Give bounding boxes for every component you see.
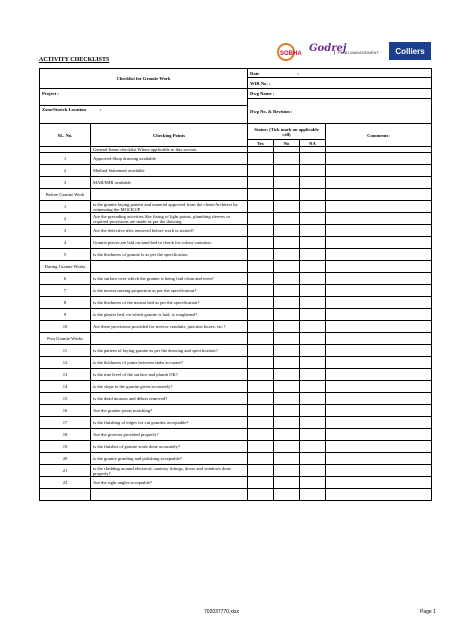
status-yes-cell[interactable]	[248, 297, 274, 309]
table-row	[40, 453, 432, 465]
comments-cell[interactable]	[326, 393, 432, 405]
sl-no: 1	[63, 156, 67, 161]
table-row	[40, 417, 432, 429]
checking-point-text: is the surface over which the granite is being laid clean and even?	[93, 276, 214, 281]
general-note: General Items checklist Where applicable to this section.	[93, 147, 198, 152]
sl-no: 1	[63, 204, 67, 209]
status-yes-cell[interactable]	[248, 429, 274, 441]
status-yes-cell[interactable]	[248, 453, 274, 465]
comments-cell	[326, 189, 432, 201]
logo-strip	[276, 42, 432, 62]
checking-point-text: is the granite grinding and polishing acceptable?	[93, 456, 183, 461]
sl-no-cell	[40, 189, 91, 201]
checking-point-cell	[91, 273, 248, 285]
table-row	[40, 393, 432, 405]
status-header-text: Status: (Tick mark on applicable cell)	[254, 126, 319, 137]
status-yes-cell[interactable]	[248, 273, 274, 285]
comments-cell[interactable]	[326, 177, 432, 189]
date-cell	[248, 69, 432, 78]
status-yes-cell[interactable]	[248, 381, 274, 393]
dwg-no-label: Dwg No. & Revision :	[250, 108, 293, 114]
status-yes-cell[interactable]	[248, 405, 274, 417]
status-na-cell[interactable]	[300, 249, 326, 261]
sl-no: 22	[62, 480, 68, 485]
section-label: Post Granite Works	[47, 336, 83, 341]
checking-point-cell	[91, 213, 248, 225]
sl-no: 17	[62, 420, 68, 425]
comments-cell[interactable]	[326, 465, 432, 477]
table-row	[40, 285, 432, 297]
table-row	[40, 405, 432, 417]
footer-page-number: Page 1	[420, 609, 436, 615]
checking-points-header-text: Checking Points	[152, 132, 186, 138]
checking-point-text: is the thickness of the mortar bed as per the specification?	[93, 300, 200, 305]
sl-no: 13	[62, 372, 68, 377]
sl-no: 2	[63, 216, 67, 221]
checking-point-cell	[91, 465, 248, 477]
status-no-cell[interactable]	[274, 477, 300, 489]
status-na-cell	[300, 261, 326, 273]
status-yes-cell	[248, 333, 274, 345]
dwg-no-cell	[248, 99, 432, 124]
table-row	[40, 225, 432, 237]
comments-cell[interactable]	[326, 249, 432, 261]
status-na-cell[interactable]	[300, 237, 326, 249]
status-no-cell[interactable]	[274, 429, 300, 441]
table-row	[40, 429, 432, 441]
status-na-cell[interactable]	[300, 201, 326, 213]
sl-no-cell	[40, 297, 91, 309]
table-row	[40, 213, 432, 225]
fund-management-label: FUND MANAGEMENT	[334, 50, 379, 55]
status-yes-cell[interactable]	[248, 153, 274, 165]
sl-no: 18	[62, 432, 68, 437]
dwg-name-label: Dwg Name :	[250, 91, 275, 96]
comments-cell[interactable]	[326, 369, 432, 381]
sl-no-cell	[40, 153, 91, 165]
status-na-cell[interactable]	[300, 321, 326, 333]
sl-no-cell	[40, 417, 91, 429]
sl-no-cell	[40, 237, 91, 249]
checking-point-text: Approved Shop drawing available	[93, 156, 156, 161]
checking-point-text: Are the right angles acceptable?	[93, 480, 152, 485]
comments-cell[interactable]	[326, 405, 432, 417]
sl-no: 11	[62, 348, 68, 353]
checking-point-text: is the finishing of edges for cut granites acceptable?	[93, 420, 189, 425]
status-no-cell[interactable]	[274, 381, 300, 393]
comments-cell	[326, 489, 432, 501]
checking-point-text: is the thickness of granite is as per the specification	[93, 252, 188, 257]
table-row	[40, 153, 432, 165]
section-label: During Granite Works	[44, 264, 86, 269]
status-na-cell[interactable]	[300, 369, 326, 381]
status-na-cell[interactable]	[300, 165, 326, 177]
status-na-cell[interactable]	[300, 417, 326, 429]
checking-point-text: Are the preceding activities like fixing of light points, plumbing sleeves or required provisions are made as per the drawing	[93, 213, 231, 224]
checking-point-cell	[91, 333, 248, 345]
status-na-cell[interactable]	[300, 381, 326, 393]
checking-point-text: Granite pieces are laid on sand bed to check for colour variation.	[93, 240, 212, 245]
sl-no: 10	[62, 324, 68, 329]
sl-no-cell	[40, 381, 91, 393]
checking-point-text: is the pattern of laying granite as per the drawing and specification?	[93, 348, 218, 353]
status-yes-cell[interactable]	[248, 249, 274, 261]
checking-point-text: MAR/MIR available	[93, 180, 132, 185]
status-yes-cell	[248, 261, 274, 273]
no-header	[274, 140, 300, 147]
checking-point-cell	[91, 201, 248, 213]
status-yes-cell[interactable]	[248, 393, 274, 405]
status-no-cell[interactable]	[274, 153, 300, 165]
status-yes-cell[interactable]	[248, 201, 274, 213]
checking-point-cell	[91, 165, 248, 177]
status-yes-cell	[248, 489, 274, 501]
status-yes-cell[interactable]	[248, 441, 274, 453]
wir-cell	[248, 78, 432, 89]
sl-no: 14	[62, 384, 68, 389]
status-yes-cell[interactable]	[248, 225, 274, 237]
checking-point-cell	[91, 417, 248, 429]
status-na-cell[interactable]	[300, 153, 326, 165]
table-row	[40, 477, 432, 489]
table-row	[40, 297, 432, 309]
project-label: Project :	[42, 91, 59, 96]
status-na-cell	[300, 189, 326, 201]
status-no-cell[interactable]	[274, 285, 300, 297]
sl-no: 20	[62, 456, 68, 461]
sl-no-cell	[40, 309, 91, 321]
checking-point-text: is the mortar mixing proportion as per the specification?	[93, 288, 197, 293]
sl-no-cell	[40, 177, 91, 189]
section-label: Before Granite Work	[45, 192, 85, 197]
sl-no: 15	[62, 396, 68, 401]
sl-no-cell	[40, 333, 91, 345]
sl-no-cell	[40, 321, 91, 333]
checklist-table	[39, 68, 432, 501]
table-row	[40, 465, 432, 477]
checking-point-cell	[91, 381, 248, 393]
status-na-cell[interactable]	[300, 429, 326, 441]
status-no-cell[interactable]	[274, 213, 300, 225]
status-na-cell[interactable]	[300, 273, 326, 285]
checking-point-text: is the cladding around electrical, sanitary fittings, doors and windows done properly?	[93, 465, 231, 476]
comments-cell[interactable]	[326, 225, 432, 237]
checking-point-cell	[91, 441, 248, 453]
status-na-cell[interactable]	[300, 177, 326, 189]
comments-cell[interactable]	[326, 429, 432, 441]
status-yes-cell[interactable]	[248, 177, 274, 189]
comments-cell[interactable]	[326, 309, 432, 321]
sl-no: 3	[63, 228, 67, 233]
wir-label: WIR No. :	[250, 80, 271, 86]
status-na-cell[interactable]	[300, 309, 326, 321]
table-row	[40, 321, 432, 333]
checking-point-cell	[91, 177, 248, 189]
comments-cell	[326, 261, 432, 273]
status-yes-cell[interactable]	[248, 357, 274, 369]
status-no-cell	[274, 333, 300, 345]
sl-no-cell	[40, 357, 91, 369]
sl-no-cell	[40, 393, 91, 405]
sl-no-header	[40, 124, 91, 147]
sl-no-cell	[40, 213, 91, 225]
project-cell	[40, 89, 248, 106]
checking-point-cell	[91, 261, 248, 273]
status-na-cell[interactable]	[300, 345, 326, 357]
checking-point-text: is the plaster bed, on which granite is laid, is roughened?	[93, 312, 198, 317]
checking-point-cell	[91, 309, 248, 321]
sl-no-cell	[40, 369, 91, 381]
status-na-cell[interactable]	[300, 465, 326, 477]
status-no-cell[interactable]	[274, 309, 300, 321]
status-na-cell[interactable]	[300, 213, 326, 225]
sl-no: 7	[63, 288, 67, 293]
colliers-logo-text: Colliers	[395, 46, 425, 56]
sl-no-cell	[40, 345, 91, 357]
status-no-cell[interactable]	[274, 357, 300, 369]
status-yes-cell[interactable]	[248, 165, 274, 177]
section-row	[40, 261, 432, 273]
status-na-cell	[300, 333, 326, 345]
status-no-cell[interactable]	[274, 237, 300, 249]
table-row	[40, 177, 432, 189]
checking-point-cell	[91, 369, 248, 381]
comments-cell[interactable]	[326, 285, 432, 297]
status-no-cell[interactable]	[274, 177, 300, 189]
comments-cell[interactable]	[326, 381, 432, 393]
table-row	[40, 309, 432, 321]
comments-cell[interactable]	[326, 357, 432, 369]
sl-no-cell	[40, 261, 91, 273]
status-no-cell[interactable]	[274, 453, 300, 465]
status-na-cell[interactable]	[300, 477, 326, 489]
table-row	[40, 249, 432, 261]
comments-cell[interactable]	[326, 237, 432, 249]
sl-no-cell	[40, 405, 91, 417]
godrej-logo: Godrej	[309, 43, 347, 54]
status-no-cell[interactable]	[274, 417, 300, 429]
checking-point-text: is the granite laying pattern and material approved from the client/Architect by witnessing the MOCKUP	[93, 201, 238, 212]
status-yes-cell[interactable]	[248, 309, 274, 321]
sl-no-cell	[40, 201, 91, 213]
sl-no-cell	[40, 441, 91, 453]
status-no-cell[interactable]	[274, 225, 300, 237]
sl-no-cell	[40, 453, 91, 465]
dwg-name-cell	[248, 89, 432, 99]
table-row	[40, 165, 432, 177]
checking-point-cell	[91, 237, 248, 249]
status-no-cell[interactable]	[274, 345, 300, 357]
status-na-cell	[300, 489, 326, 501]
sl-no-cell	[40, 273, 91, 285]
sl-no-header-text: SL. No.	[57, 132, 73, 138]
sl-no-cell	[40, 165, 91, 177]
table-row	[40, 273, 432, 285]
status-no-cell[interactable]	[274, 165, 300, 177]
status-no-cell[interactable]	[274, 321, 300, 333]
checking-point-cell	[91, 345, 248, 357]
status-header	[248, 124, 326, 140]
checking-point-text: is the dead mortars and debris removed?	[93, 396, 168, 401]
checking-point-text: is the thickness of joints between slabs accurate?	[93, 360, 183, 365]
sl-no-cell	[40, 477, 91, 489]
checking-point-cell	[91, 429, 248, 441]
table-row	[40, 489, 432, 501]
date-label: Date	[250, 70, 260, 76]
checking-point-text: Are the defective tiles removed before work is started?	[93, 228, 194, 233]
checking-points-header	[91, 124, 248, 147]
table-row	[40, 201, 432, 213]
status-no-cell[interactable]	[274, 465, 300, 477]
checking-point-cell	[91, 477, 248, 489]
comments-header	[326, 124, 432, 147]
page-title: ACTIVITY CHECKLISTS	[39, 57, 110, 63]
status-no-cell	[274, 189, 300, 201]
sl-no: 8	[63, 300, 67, 305]
section-row	[40, 333, 432, 345]
status-na-cell[interactable]	[300, 357, 326, 369]
na-header	[300, 140, 326, 147]
svg-text:SOBHA: SOBHA	[280, 51, 302, 57]
zone-label: Zone/Stretch Location	[42, 107, 86, 112]
checking-point-text: is the slope to the granite given accurately?	[93, 384, 173, 389]
checking-point-text: Method Statement available	[93, 168, 145, 173]
footer-filename: 702037770.xlsx	[204, 609, 240, 615]
status-no-cell	[274, 261, 300, 273]
checking-point-cell	[91, 153, 248, 165]
checking-point-cell	[91, 453, 248, 465]
comments-cell[interactable]	[326, 321, 432, 333]
table-row	[40, 357, 432, 369]
status-no-cell	[274, 489, 300, 501]
yes-header	[248, 140, 274, 147]
sl-no-cell	[40, 429, 91, 441]
status-na-cell[interactable]	[300, 285, 326, 297]
table-row	[40, 369, 432, 381]
zone-colon: :	[99, 107, 102, 112]
sl-no: 6	[63, 276, 67, 281]
sl-no: 16	[62, 408, 68, 413]
sobha-logo-icon	[276, 42, 306, 62]
sl-no: 2	[63, 168, 67, 173]
colliers-logo	[389, 42, 431, 60]
comments-cell[interactable]	[326, 273, 432, 285]
zone-cell	[40, 106, 248, 124]
checking-point-cell	[91, 357, 248, 369]
sl-no: 9	[63, 312, 67, 317]
sl-no: 5	[63, 252, 67, 257]
sl-no: 19	[62, 444, 68, 449]
na-header-text: NA	[309, 140, 316, 146]
status-yes-cell[interactable]	[248, 321, 274, 333]
status-no-cell[interactable]	[274, 249, 300, 261]
sl-no-cell	[40, 489, 91, 501]
status-no-cell[interactable]	[274, 297, 300, 309]
comments-cell[interactable]	[326, 201, 432, 213]
status-no-cell[interactable]	[274, 393, 300, 405]
status-yes-cell[interactable]	[248, 417, 274, 429]
comments-cell[interactable]	[326, 477, 432, 489]
status-yes-cell[interactable]	[248, 345, 274, 357]
sl-no-cell	[40, 225, 91, 237]
sl-no-cell	[40, 285, 91, 297]
checking-point-cell	[91, 393, 248, 405]
status-no-cell[interactable]	[274, 405, 300, 417]
sl-no: 12	[62, 360, 68, 365]
checking-point-text: Are the granite joints matching?	[93, 408, 153, 413]
checklist-title-cell	[40, 69, 248, 89]
checking-point-cell	[91, 225, 248, 237]
table-row	[40, 381, 432, 393]
comments-cell	[326, 333, 432, 345]
status-na-cell[interactable]	[300, 405, 326, 417]
sl-no-cell	[40, 249, 91, 261]
status-yes-cell[interactable]	[248, 237, 274, 249]
comments-cell[interactable]	[326, 165, 432, 177]
checking-point-cell	[91, 285, 248, 297]
checking-point-cell	[91, 321, 248, 333]
no-header-text: No	[283, 140, 290, 146]
checking-point-cell	[91, 189, 248, 201]
yes-header-text: Yes	[257, 140, 264, 146]
comments-cell[interactable]	[326, 417, 432, 429]
comments-cell[interactable]	[326, 297, 432, 309]
sl-no: 4	[63, 240, 67, 245]
table-row	[40, 345, 432, 357]
comments-cell[interactable]	[326, 345, 432, 357]
checking-point-text: is the finishes of granite work done accurately?	[93, 444, 180, 449]
checking-point-text: is the true level of the surface and plumb OK?	[93, 372, 178, 377]
sl-no-cell	[40, 465, 91, 477]
checking-point-text: Are the grooves provided properly?	[93, 432, 159, 437]
status-yes-cell[interactable]	[248, 285, 274, 297]
checking-point-cell	[91, 405, 248, 417]
status-na-cell[interactable]	[300, 225, 326, 237]
status-no-cell[interactable]	[274, 441, 300, 453]
section-row	[40, 189, 432, 201]
sl-no: 3	[63, 180, 67, 185]
status-yes-cell	[248, 189, 274, 201]
comments-cell[interactable]	[326, 453, 432, 465]
status-no-cell[interactable]	[274, 201, 300, 213]
sl-no: 21	[62, 468, 68, 473]
status-na-cell[interactable]	[300, 453, 326, 465]
status-yes-cell[interactable]	[248, 477, 274, 489]
status-na-cell[interactable]	[300, 441, 326, 453]
table-row	[40, 441, 432, 453]
comments-header-text: Comments:	[367, 132, 390, 138]
status-yes-cell[interactable]	[248, 213, 274, 225]
checking-point-cell	[91, 249, 248, 261]
status-no-cell[interactable]	[274, 369, 300, 381]
date-colon: :	[297, 70, 299, 76]
status-yes-cell[interactable]	[248, 465, 274, 477]
table-row	[40, 237, 432, 249]
checking-point-text: Are there provisions provided for service conduits, junction boxes, etc.?	[93, 324, 226, 329]
checklist-title: Checklist for Granite Work	[116, 76, 171, 81]
checking-point-cell	[91, 297, 248, 309]
status-yes-cell[interactable]	[248, 369, 274, 381]
comments-cell[interactable]	[326, 153, 432, 165]
comments-cell[interactable]	[326, 441, 432, 453]
status-no-cell[interactable]	[274, 273, 300, 285]
comments-cell[interactable]	[326, 213, 432, 225]
status-na-cell[interactable]	[300, 297, 326, 309]
status-na-cell[interactable]	[300, 393, 326, 405]
checking-point-cell	[91, 489, 248, 501]
